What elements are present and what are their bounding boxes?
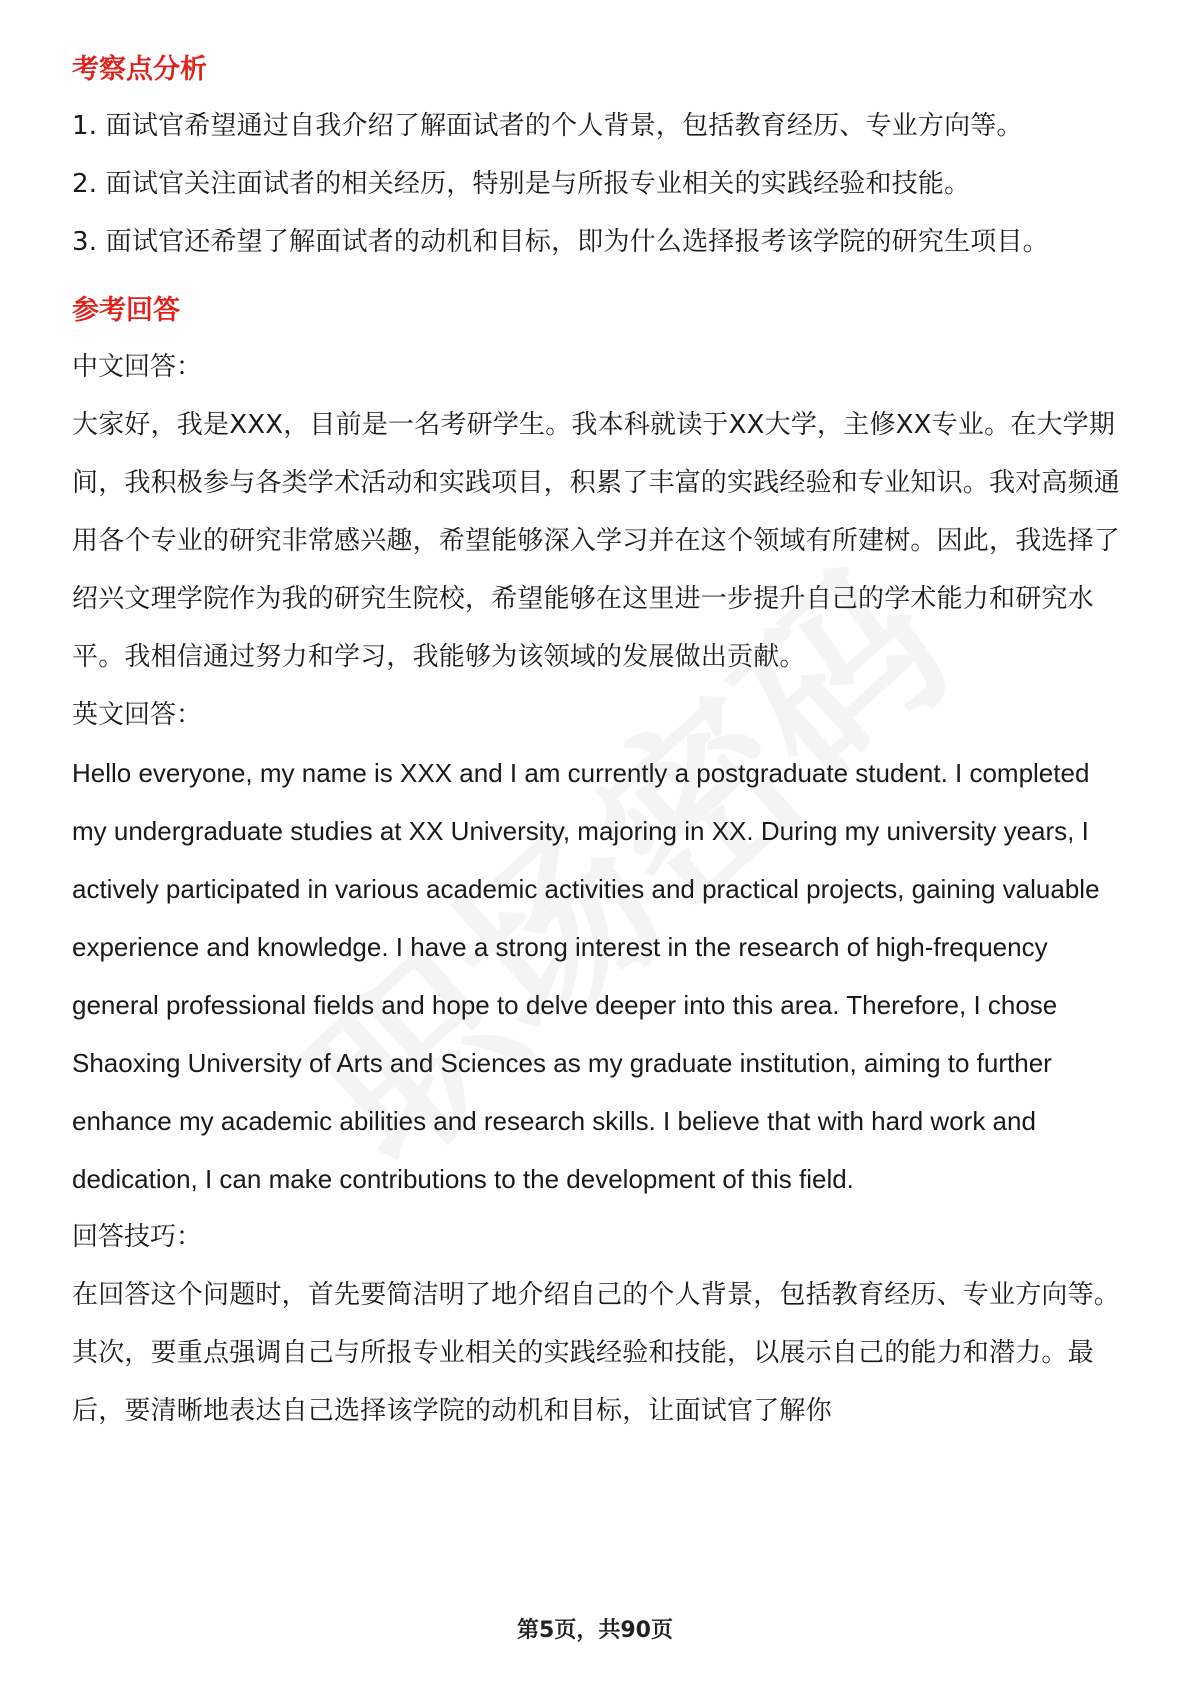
section-heading-analysis: 考察点分析 [72, 54, 207, 85]
english-answer-text: Hello everyone, my name is XXX and I am currently a postgraduate student. I completed my undergraduate studies at XX University, majoring in XX. During my university years, I actively participated in various academic activities and practical projects, gaining valuable experience and knowledge. I have a strong interest in the research of high-frequency general professional fields and hope to delve deeper into this area. Therefore, I chose Shaoxing University of Arts and Sciences as my graduate institution, aiming to further enhance my academic abilities and research skills. I believe that with hard work and dedication, I can make contributions to the development of this field. [72, 758, 1100, 1194]
answer-tips-label: 回答技巧： [72, 1222, 203, 1252]
chinese-answer-text: 大家好，我是XXX，目前是一名考研学生。我本科就读于XX大学，主修XX专业。在大学期间，我积极参与各类学术活动和实践项目，积累了丰富的实践经验和专业知识。我对高频通用各个专业的研究非常感兴趣，希望能够深入学习并在这个领域有所建树。因此，我选择了绍兴文理学院作为我的研究生院校，希望能够在这里进一步提升自己的学术能力和研究水平。我相信通过努力和学习，我能够为该领域的发展做出贡献。 [72, 410, 1121, 672]
english-answer-label: 英文回答： [72, 700, 203, 730]
page-number: 第5页，共90页 [517, 1618, 673, 1643]
answer-tips-text: 在回答这个问题时，首先要简洁明了地介绍自己的个人背景，包括教育经历、专业方向等。其次，要重点强调自己与所报专业相关的实践经验和技能，以展示自己的能力和潜力。最后，要清晰地表达自己选择该学院的动机和目标，让面试官了解你 [72, 1280, 1121, 1426]
analysis-item-1: 1. 面试官希望通过自我介绍了解面试者的个人背景，包括教育经历、专业方向等。 [72, 111, 1023, 141]
document-page [72, 52, 1122, 1440]
chinese-answer-label: 中文回答： [72, 352, 203, 382]
analysis-item-3: 3. 面试官还希望了解面试者的动机和目标，即为什么选择报考该学院的研究生项目。 [72, 227, 1049, 257]
section-heading-reference-answer: 参考回答 [72, 295, 180, 326]
analysis-item-2: 2. 面试官关注面试者的相关经历，特别是与所报专业相关的实践经验和技能。 [72, 169, 971, 199]
